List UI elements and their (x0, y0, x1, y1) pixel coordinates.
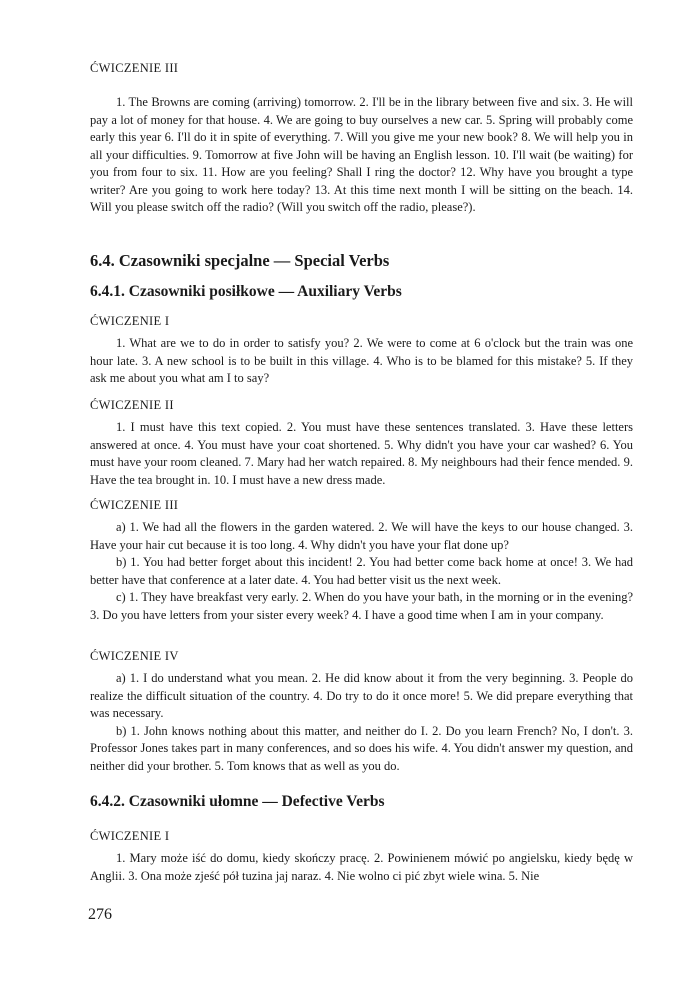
exercise-3-top (90, 61, 633, 217)
exercise-part-c: c) 1. They have breakfast very early. 2. When do you have your bath, in the morning or in the evening? 3. Do you have letters from your sister every week? 4. I have a good time when I am in your company. (90, 590, 633, 622)
exercise-part-b: b) 1. John knows nothing about this matter, and neither do I. 2. Do you learn French? No, I don't. 3. Professor Jones takes part in many conferences, and so does his wife. 4. You didn't answer my question, and neither did your brother. 5. Tom knows that as well as you do. (90, 723, 633, 773)
heading-6-4 (90, 251, 633, 271)
exercise-text: 1. What are we to do in order to satisfy you? 2. We were to come at 6 o'clock but the train was one hour late. 3. A new school is to be built in this village. 4. Who is to be blamed for this mistake? 5. If they ask me about you what am I to say? (90, 336, 633, 385)
section-heading: 6.4. Czasowniki specjalne — Special Verbs (90, 251, 390, 270)
subsection-heading: 6.4.2. Czasowniki ułomne — Defective Verbs (90, 793, 385, 810)
subsection-heading: 6.4.1. Czasowniki posiłkowe — Auxiliary Verbs (90, 283, 402, 300)
exercise-label: ĆWICZENIE III (90, 498, 179, 512)
exercise-1-defective (90, 829, 633, 885)
exercise-1 (90, 314, 633, 388)
exercise-label: ĆWICZENIE II (90, 398, 174, 412)
heading-6-4-2 (90, 793, 633, 811)
exercise-label: ĆWICZENIE I (90, 829, 170, 843)
exercise-part-a: a) 1. We had all the flowers in the garden watered. 2. We will have the keys to our house changed. 3. Have your hair cut because it is too long. 4. Why didn't you have your flat done up? (90, 520, 633, 552)
exercise-text: 1. Mary może iść do domu, kiedy skończy pracę. 2. Powinienem mówić po angielsku, kiedy będę w Anglii. 3. Ona może zjeść pół tuzina jaj naraz. 4. Nie wolno ci pić zbyt wiele wina. 5. Nie (90, 851, 633, 883)
exercise-label: ĆWICZENIE IV (90, 649, 179, 663)
exercise-label: ĆWICZENIE III (90, 61, 179, 75)
exercise-text: 1. I must have this text copied. 2. You must have these sentences translated. 3. Have these letters answered at once. 4. You must have your coat shortened. 5. Why didn't you have your car washed? 6. You must have your room cleaned. 7. Mary had her watch repaired. 8. My neighbours had their fence mended. 9. Have the tea brought in. 10. I must have a new dress made. (90, 420, 633, 487)
exercise-label: ĆWICZENIE I (90, 314, 170, 328)
exercise-4 (90, 649, 633, 775)
page-number: 276 (88, 906, 112, 923)
exercise-2 (90, 398, 633, 489)
exercise-part-b: b) 1. You had better forget about this incident! 2. You had better come back home at once! 3. We had better have that conference at a later date. 4. You had better visit us the next week. (90, 555, 633, 587)
exercise-part-a: a) 1. I do understand what you mean. 2. He did know about it from the very beginning. 3. People do realize the difficult situation of the country. 4. Do try to do it once more! 5. We did prepare everything that was necessary. (90, 671, 633, 720)
exercise-text: 1. The Browns are coming (arriving) tomorrow. 2. I'll be in the library between five and six. 3. He will pay a lot of money for that house. 4. We are going to buy ourselves a new car. 5. Spring will probably come early this year 6. I'll do it in spite of everything. 7. Will you give me your new book? 8. We will help you in all your difficulties. 9. Tomorrow at five John will be having an English lesson. 10. I'll wait (be waiting) for you from four to six. 11. How are you feeling? Shall I ring the doctor? 12. Why have you brought a type writer? Are you going to work here today? 13. At this time next month I will be sitting on the beach. 14. Will you please switch off the radio? (Will you switch off the radio, please?). (90, 95, 633, 214)
exercise-3 (90, 498, 633, 624)
heading-6-4-1 (90, 283, 633, 301)
